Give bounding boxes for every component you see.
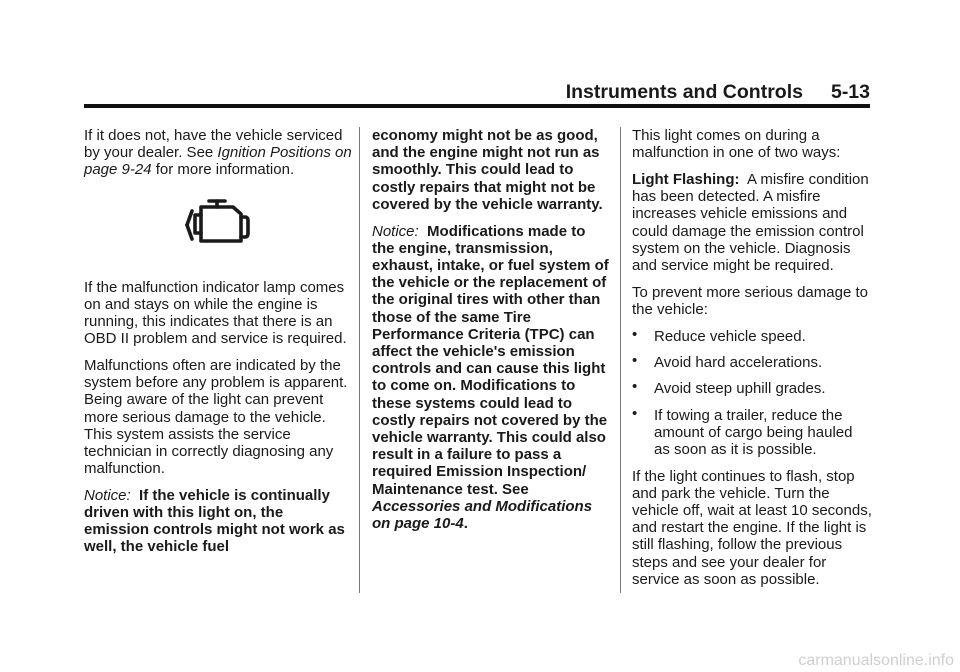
notice-label: Notice: — [84, 486, 131, 504]
list-item: • Avoid hard accelerations. — [632, 351, 823, 371]
list-item: • Reduce vehicle speed. — [632, 325, 806, 345]
paragraph: If the malfunction indicator lamp comes on and stays on while the engine is running, this indicates that there is an OBD II problem and service is required. — [84, 278, 347, 348]
paragraph: Light Flashing: A misfire condition has been detected. A misfire increases vehicle emissions and could damage the emission control system on the vehicle. Diagnosis and service might be required. — [632, 170, 869, 274]
paragraph: If the light continues to flash, stop and park the vehicle. Turn the vehicle off, wait at least 10 seconds, and restart the engine. If the light is still flashing, follow the previous steps and see your dealer for service as soon as possible. — [632, 467, 872, 588]
bullet-list — [632, 325, 872, 459]
notice-label: Notice: — [372, 222, 419, 240]
watermark: carmanualsonline.info — [798, 652, 954, 669]
notice: Notice: If the vehicle is continually driven with this light on, the emission controls might not work as well, the vehicle fuel — [84, 486, 345, 556]
bullet-icon: • — [632, 325, 638, 343]
bullet-icon: • — [632, 378, 638, 396]
list-item: • If towing a trailer, reduce the amount of cargo being hauled as soon as it is possible. — [632, 404, 853, 459]
list-item: • Avoid steep uphill grades. — [632, 378, 826, 398]
term-label: Light Flashing: — [632, 170, 740, 188]
bullet-icon: • — [632, 404, 638, 422]
bullet-icon: • — [632, 351, 638, 369]
column-2 — [372, 127, 612, 542]
cross-reference-link[interactable]: Ignition Positions on page 9-24 — [84, 144, 352, 179]
cross-reference-link[interactable]: Accessories and Modifications on page 10-4 — [372, 497, 593, 532]
page-number: 5-13 — [830, 81, 870, 103]
column-1 — [84, 127, 352, 565]
paragraph: Malfunctions often are indicated by the system before any problem is apparent. Being aware of the light can prevent more serious damage to the vehicle. This system assists the service technician in correctly diagnosing any malfunction. — [84, 356, 348, 478]
paragraph: If it does not, have the vehicle serviced by your dealer. See Ignition Positions on page 9-24 for more information. — [84, 127, 352, 179]
notice: Notice: Modifications made to the engine, transmission, exhaust, intake, or fuel system of the vehicle or the replacement of the original tires with other than those of the same Tire Performance Criteria (TPC) can affect the vehicle's emission controls and can cause this light to come on. Modifications to these systems could lead to costly repairs not covered by the vehicle warranty. This could also result in a failure to pass a required Emission Inspection/ Maintenance test. See Accessories and Modifications on page 10-4. — [372, 222, 609, 532]
column-divider — [620, 127, 621, 593]
column-3 — [632, 127, 872, 597]
check-engine-icon — [84, 197, 352, 253]
column-divider — [359, 127, 360, 593]
header-rule — [84, 104, 870, 108]
page-header — [84, 80, 870, 104]
section-title: Instruments and Controls — [565, 81, 803, 103]
notice-continued: economy might not be as good, and the engine might not run as smoothly. This could lead to costly repairs that might not be covered by the vehicle warranty. — [372, 127, 603, 213]
paragraph: To prevent more serious damage to the vehicle: — [632, 283, 868, 318]
paragraph: This light comes on during a malfunction in one of two ways: — [632, 127, 841, 162]
